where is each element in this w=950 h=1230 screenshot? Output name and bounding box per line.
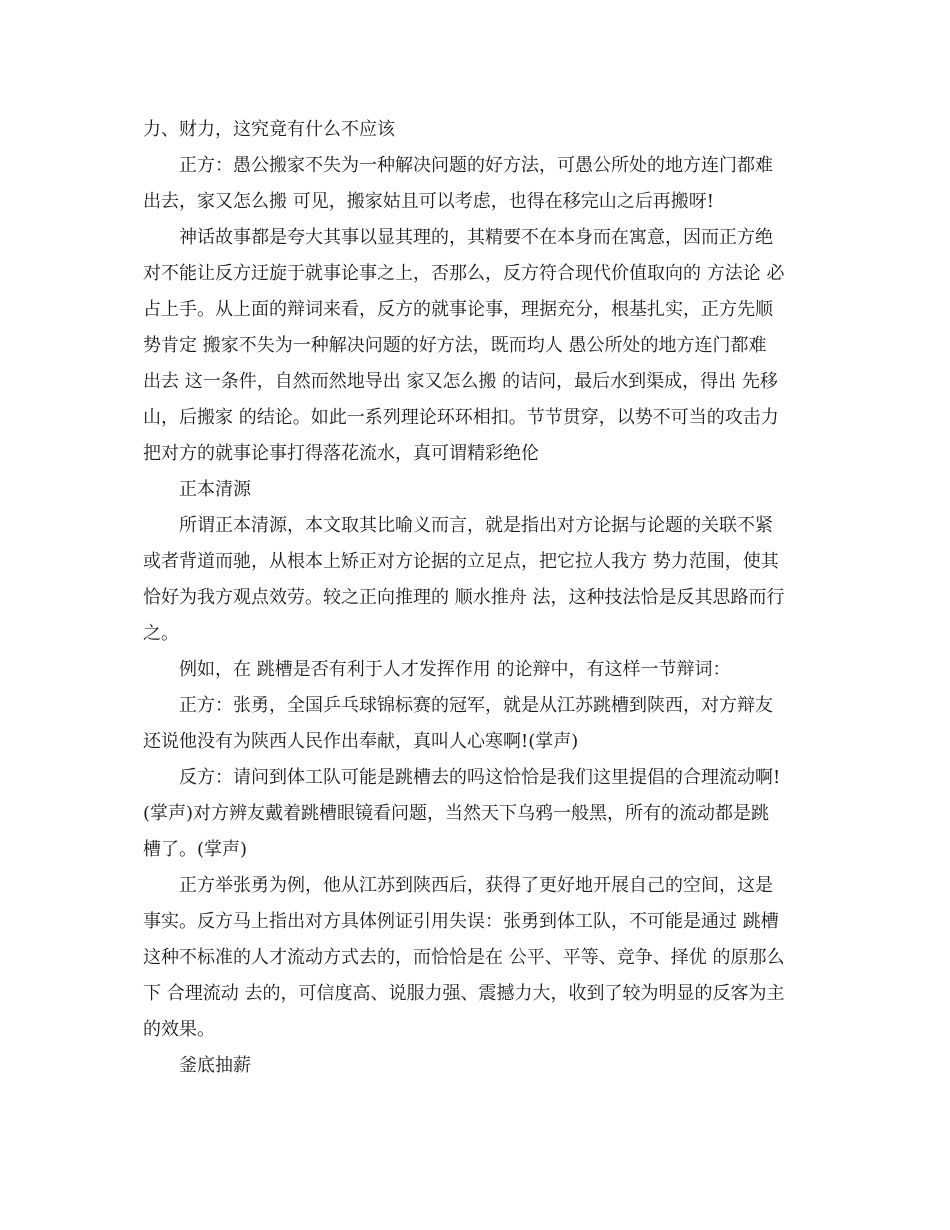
text-line: 山，后搬家 的结论。如此一系列理论环环相扣。节节贯穿，以势不可当的攻击力 — [143, 407, 779, 428]
text-line: (掌声)对方辨友戴着跳槽眼镜看问题，当然天下乌鸦一般黑，所有的流动都是跳 — [143, 803, 770, 824]
paragraph-start-line: 正方：愚公搬家不失为一种解决问题的好方法，可愚公所处的地方连门都难 — [179, 155, 773, 176]
paragraph-start-line: 神话故事都是夸大其事以显其理的，其精要不在本身而在寓意，因而正方绝 — [179, 227, 773, 248]
text-line: 事实。反方马上指出对方具体例证引用失误：张勇到体工队，不可能是通过 跳槽 — [143, 911, 779, 932]
text-line: 势肯定 搬家不失为一种解决问题的好方法，既而均人 愚公所处的地方连门都难 — [143, 335, 767, 356]
paragraph-start-line: 反方：请问到体工队可能是跳槽去的吗这恰恰是我们这里提倡的合理流动啊! — [179, 767, 781, 788]
section-heading: 釜底抽薪 — [179, 1055, 251, 1076]
text-line: 出去，家又怎么搬 可见，搬家姑且可以考虑，也得在移完山之后再搬呀! — [143, 191, 714, 212]
paragraph-start-line: 例如，在 跳槽是否有利于人才发挥作用 的论辩中，有这样一节辩词： — [179, 659, 731, 680]
text-line: 还说他没有为陕西人民作出奉献，真叫人心寒啊!(掌声) — [143, 731, 579, 752]
paragraph-start-line: 正方：张勇，全国乒乓球锦标赛的冠军，就是从江苏跳槽到陕西，对方辩友 — [179, 695, 773, 716]
text-line: 恰好为我方观点效劳。较之正向推理的 顺水推舟 法，这种技法恰是反其思路而行 — [143, 587, 785, 608]
text-line: 之。 — [143, 623, 179, 644]
text-line: 下 合理流动 去的，可信度高、说服力强、震撼力大，收到了较为明显的反客为主 — [143, 983, 785, 1004]
text-line: 占上手。从上面的辩词来看，反方的就事论事，理据充分，根基扎实，正方先顺 — [143, 299, 773, 320]
paragraph-start-line: 正方举张勇为例，他从江苏到陕西后，获得了更好地开展自己的空间，这是 — [179, 875, 773, 896]
text-line: 出去 这一条件，自然而然地导出 家又怎么搬 的诘问，最后水到渠成，得出 先移 — [143, 371, 778, 392]
text-line: 对不能让反方迂旋于就事论事之上，否那么，反方符合现代价值取向的 方法论 必 — [143, 263, 785, 284]
text-line: 力、财力，这究竟有什么不应该 — [143, 119, 395, 140]
paragraph-start-line: 所谓正本清源，本文取其比喻义而言，就是指出对方论据与论题的关联不紧 — [179, 515, 773, 536]
text-line: 这种不标准的人才流动方式去的，而恰恰是在 公平、平等、竞争、择优 的原那么 — [143, 947, 785, 968]
document-body — [143, 112, 811, 1084]
text-line: 或者背道而驰，从根本上矫正对方论据的立足点，把它拉人我方 势力范围，使其 — [143, 551, 779, 572]
text-line: 槽了。(掌声) — [143, 839, 248, 860]
text-line: 把对方的就事论事打得落花流水，真可谓精彩绝伦 — [143, 443, 539, 464]
section-heading: 正本清源 — [179, 479, 251, 500]
text-line: 的效果。 — [143, 1019, 215, 1040]
